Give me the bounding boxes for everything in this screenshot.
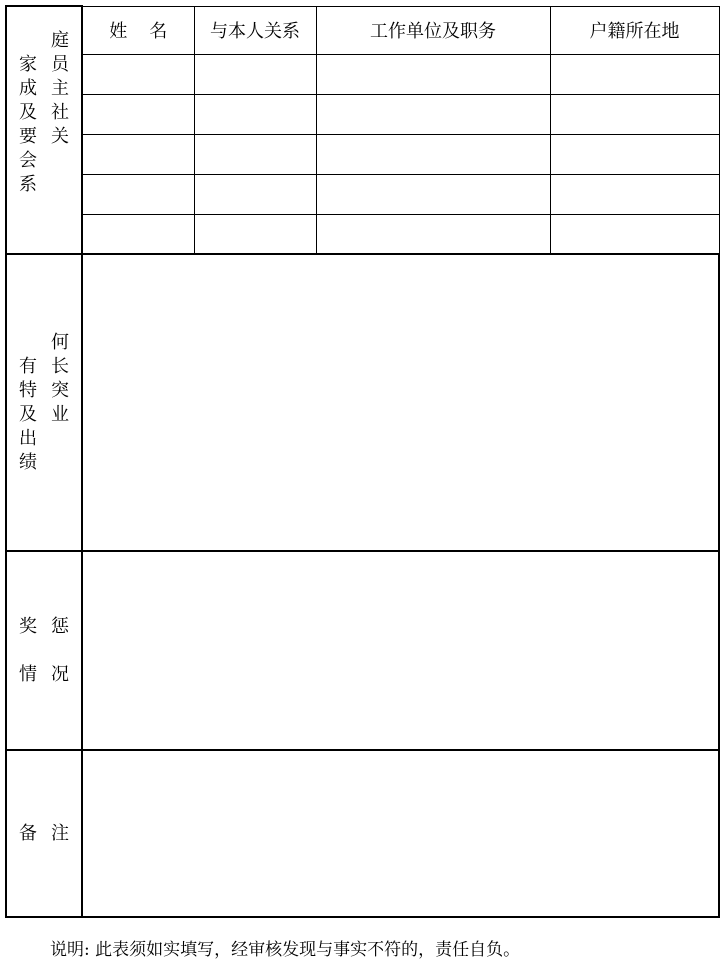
- family-employer-field[interactable]: [316, 174, 550, 214]
- label-char: 及: [19, 403, 37, 425]
- family-info-form: [5, 5, 720, 918]
- label-char: 注: [51, 822, 69, 844]
- family-registration-field[interactable]: [550, 174, 719, 214]
- family-relationship-field[interactable]: [194, 54, 316, 94]
- label-char: 绩: [19, 451, 37, 473]
- label-char: 庭: [51, 30, 69, 51]
- family-employer-field[interactable]: [316, 134, 550, 174]
- family-registration-field[interactable]: [550, 134, 719, 174]
- family-name-field[interactable]: [82, 134, 194, 174]
- label-char: 况: [51, 663, 69, 685]
- specialty-label: [6, 254, 82, 551]
- label-char: 何: [51, 331, 69, 353]
- label-char: 长: [51, 355, 69, 377]
- family-registration-field[interactable]: [550, 214, 719, 254]
- label-char: 及: [19, 102, 37, 123]
- family-relationship-field[interactable]: [194, 94, 316, 134]
- remarks-content-field[interactable]: [82, 750, 719, 917]
- label-char: 情: [19, 663, 37, 685]
- label-char: 社: [51, 102, 69, 123]
- family-name-field[interactable]: [82, 54, 194, 94]
- label-char: 出: [19, 427, 37, 449]
- label-char: 奖: [19, 615, 37, 637]
- family-relationship-field[interactable]: [194, 214, 316, 254]
- label-char: 主: [51, 78, 69, 99]
- family-employer-field[interactable]: [316, 54, 550, 94]
- label-char: 成: [19, 78, 37, 99]
- header-relationship: 与本人关系: [194, 6, 316, 54]
- remarks-label: [6, 750, 82, 917]
- family-name-field[interactable]: [82, 174, 194, 214]
- family-name-field[interactable]: [82, 94, 194, 134]
- family-relationship-field[interactable]: [194, 174, 316, 214]
- family-registration-field[interactable]: [550, 94, 719, 134]
- specialty-content-field[interactable]: [82, 254, 719, 551]
- label-char: 惩: [51, 615, 69, 637]
- family-employer-field[interactable]: [316, 214, 550, 254]
- label-char: 要: [19, 126, 37, 147]
- footer-note: 说明: 此表须如实填写，经审核发现与事实不符的，责任自负。: [50, 940, 521, 960]
- label-char: 员: [51, 54, 69, 75]
- label-char: 备: [19, 822, 37, 844]
- label-char: 有: [19, 355, 37, 377]
- label-char: 家: [19, 54, 37, 75]
- family-name-field[interactable]: [82, 214, 194, 254]
- label-char: 系: [19, 174, 37, 195]
- family-members-label: [6, 6, 82, 254]
- label-char: 特: [19, 379, 37, 401]
- rewards-punishments-content-field[interactable]: [82, 551, 719, 750]
- label-char: 突: [51, 379, 69, 401]
- family-relationship-field[interactable]: [194, 134, 316, 174]
- header-employer-position: 工作单位及职务: [316, 6, 550, 54]
- header-name: 姓 名: [82, 6, 194, 54]
- label-char: 关: [51, 126, 69, 147]
- label-char: 业: [51, 403, 69, 425]
- header-household-registration: 户籍所在地: [550, 6, 719, 54]
- family-registration-field[interactable]: [550, 54, 719, 94]
- rewards-punishments-label: [6, 551, 82, 750]
- label-char: 会: [19, 150, 37, 171]
- family-employer-field[interactable]: [316, 94, 550, 134]
